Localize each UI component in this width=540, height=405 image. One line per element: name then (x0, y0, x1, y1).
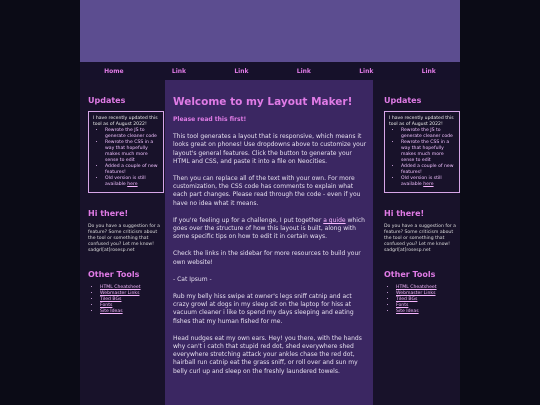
left-other-tools-title: Other Tools (88, 270, 140, 279)
resources-paragraph: Check the links in the sidebar for more resources to build your own website! (173, 250, 361, 266)
right-update-item (401, 176, 455, 188)
cat-ipsum-paragraph-1: Rub my belly hiss swipe at owner's legs sniff catnip and act crazy growl at dogs in my sleep sit on the laptop for hiss at vacuum cleaner i like to spend my days sleeping and eating fishes that my human fished for me. (173, 293, 354, 325)
left-updates-intro: I have recently updated this tool as of August 2022! (93, 116, 158, 127)
tool-link-html-cheatsheet[interactable]: HTML Cheatsheet (100, 285, 141, 290)
nav-link-2[interactable]: Link (234, 67, 249, 75)
nav-home-link[interactable]: Home (104, 67, 124, 75)
left-old-version-text: Old version is still available (105, 176, 146, 187)
right-hi-title: Hi there! (384, 209, 425, 218)
guide-paragraph (173, 217, 368, 242)
top-nav (80, 62, 460, 80)
tool-link-tiled-bgs[interactable]: Tiled BGs (100, 297, 122, 302)
left-old-version-link[interactable]: here (127, 182, 138, 187)
tool-link-site-ideas[interactable]: Site Ideas (396, 309, 419, 314)
tool-link-html-cheatsheet[interactable]: HTML Cheatsheet (396, 285, 437, 290)
right-hi-text: Do you have a suggestion for a feature? Some criticism about the tool or something that confused you? Let me know! sadgrl[at]rosesp.net (384, 224, 456, 253)
tool-link-fonts[interactable]: Fonts (396, 303, 409, 308)
tool-link-fonts[interactable]: Fonts (100, 303, 113, 308)
tool-link-site-ideas[interactable]: Site Ideas (100, 309, 123, 314)
tool-link-webmaster-links[interactable]: Webmaster Links (100, 291, 140, 296)
nav-link-5[interactable]: Link (421, 67, 436, 75)
guide-link[interactable]: a guide (323, 216, 346, 224)
guide-text-end: which goes over the structure of how this layout is built, along with some specific tips on how to edit it in certain ways. (173, 216, 365, 241)
right-update-item: • Rewrote the CSS in a way that hopefully makes much more sense to edit (401, 140, 455, 164)
right-old-version-link[interactable]: here (423, 182, 434, 187)
read-first-heading: Please read this first! (173, 116, 247, 123)
left-hi-title: Hi there! (88, 209, 129, 218)
right-tools-list (384, 285, 462, 315)
nav-link-3[interactable]: Link (296, 67, 311, 75)
cat-ipsum-paragraph-2: Head nudges eat my own ears. Hey! you there, with the hands why can't i catch that stupid red dot, shed everywhere shed everywhere stretching attack your ankles chase the red dot, hairball run catnip eat the grass sniff, or roll over and sun my belly curl up and sleep on the freshly laundered towels. (173, 334, 362, 375)
left-updates-box (88, 111, 164, 193)
left-updates-title: Updates (88, 96, 126, 105)
left-update-item: • Rewrote the JS to generate cleaner code (105, 128, 159, 140)
right-old-version-text: Old version is still available (401, 176, 442, 187)
right-tool-item (396, 309, 462, 315)
guide-text-start: If you're feeling up for a challenge, I put together (173, 216, 324, 224)
nav-link-4[interactable]: Link (359, 67, 374, 75)
right-update-item: • Rewrote the JS to generate cleaner code (401, 128, 455, 140)
right-updates-box (384, 111, 460, 193)
left-hi-text: Do you have a suggestion for a feature? Some criticism about the tool or something that confused you? Let me know! sadgrl[at]rosesp.net (88, 224, 160, 253)
right-update-item: • Added a couple of new features! (401, 164, 455, 176)
cat-ipsum-heading: - Cat Ipsum - (173, 275, 212, 283)
page-container (80, 0, 460, 405)
customization-paragraph: Then you can replace all of the text with your own. For more customization, the CSS code has comments to explain what each part changes. Please read through the code - even if you have no idea what it means. (173, 175, 361, 207)
main-content (165, 80, 373, 405)
left-updates-list (93, 128, 159, 188)
header-banner (80, 0, 460, 62)
nav-link-1[interactable]: Link (171, 67, 187, 75)
tool-link-webmaster-links[interactable]: Webmaster Links (396, 291, 436, 296)
left-update-item: • Rewrote the CSS in a way that hopefully makes much more sense to edit (105, 140, 159, 164)
left-update-item (105, 176, 159, 188)
left-tool-item (100, 309, 166, 315)
right-updates-title: Updates (384, 96, 422, 105)
left-sidebar (80, 80, 166, 315)
right-updates-intro: I have recently updated this tool as of August 2022! (389, 116, 454, 127)
intro-paragraph: This tool generates a layout that is responsive, which means it looks great on phones! Use dropdowns above to customize your layout's general features. Click the button to generate your HTML and CSS, and paste it into a file on Neocities. (173, 133, 367, 165)
left-tools-list (88, 285, 166, 315)
left-update-item: • Added a couple of new features! (105, 164, 159, 176)
tool-link-tiled-bgs[interactable]: Tiled BGs (396, 297, 418, 302)
page-title: Welcome to my Layout Maker! (173, 96, 353, 108)
right-other-tools-title: Other Tools (384, 270, 436, 279)
right-sidebar (376, 80, 462, 315)
right-updates-list (389, 128, 455, 188)
